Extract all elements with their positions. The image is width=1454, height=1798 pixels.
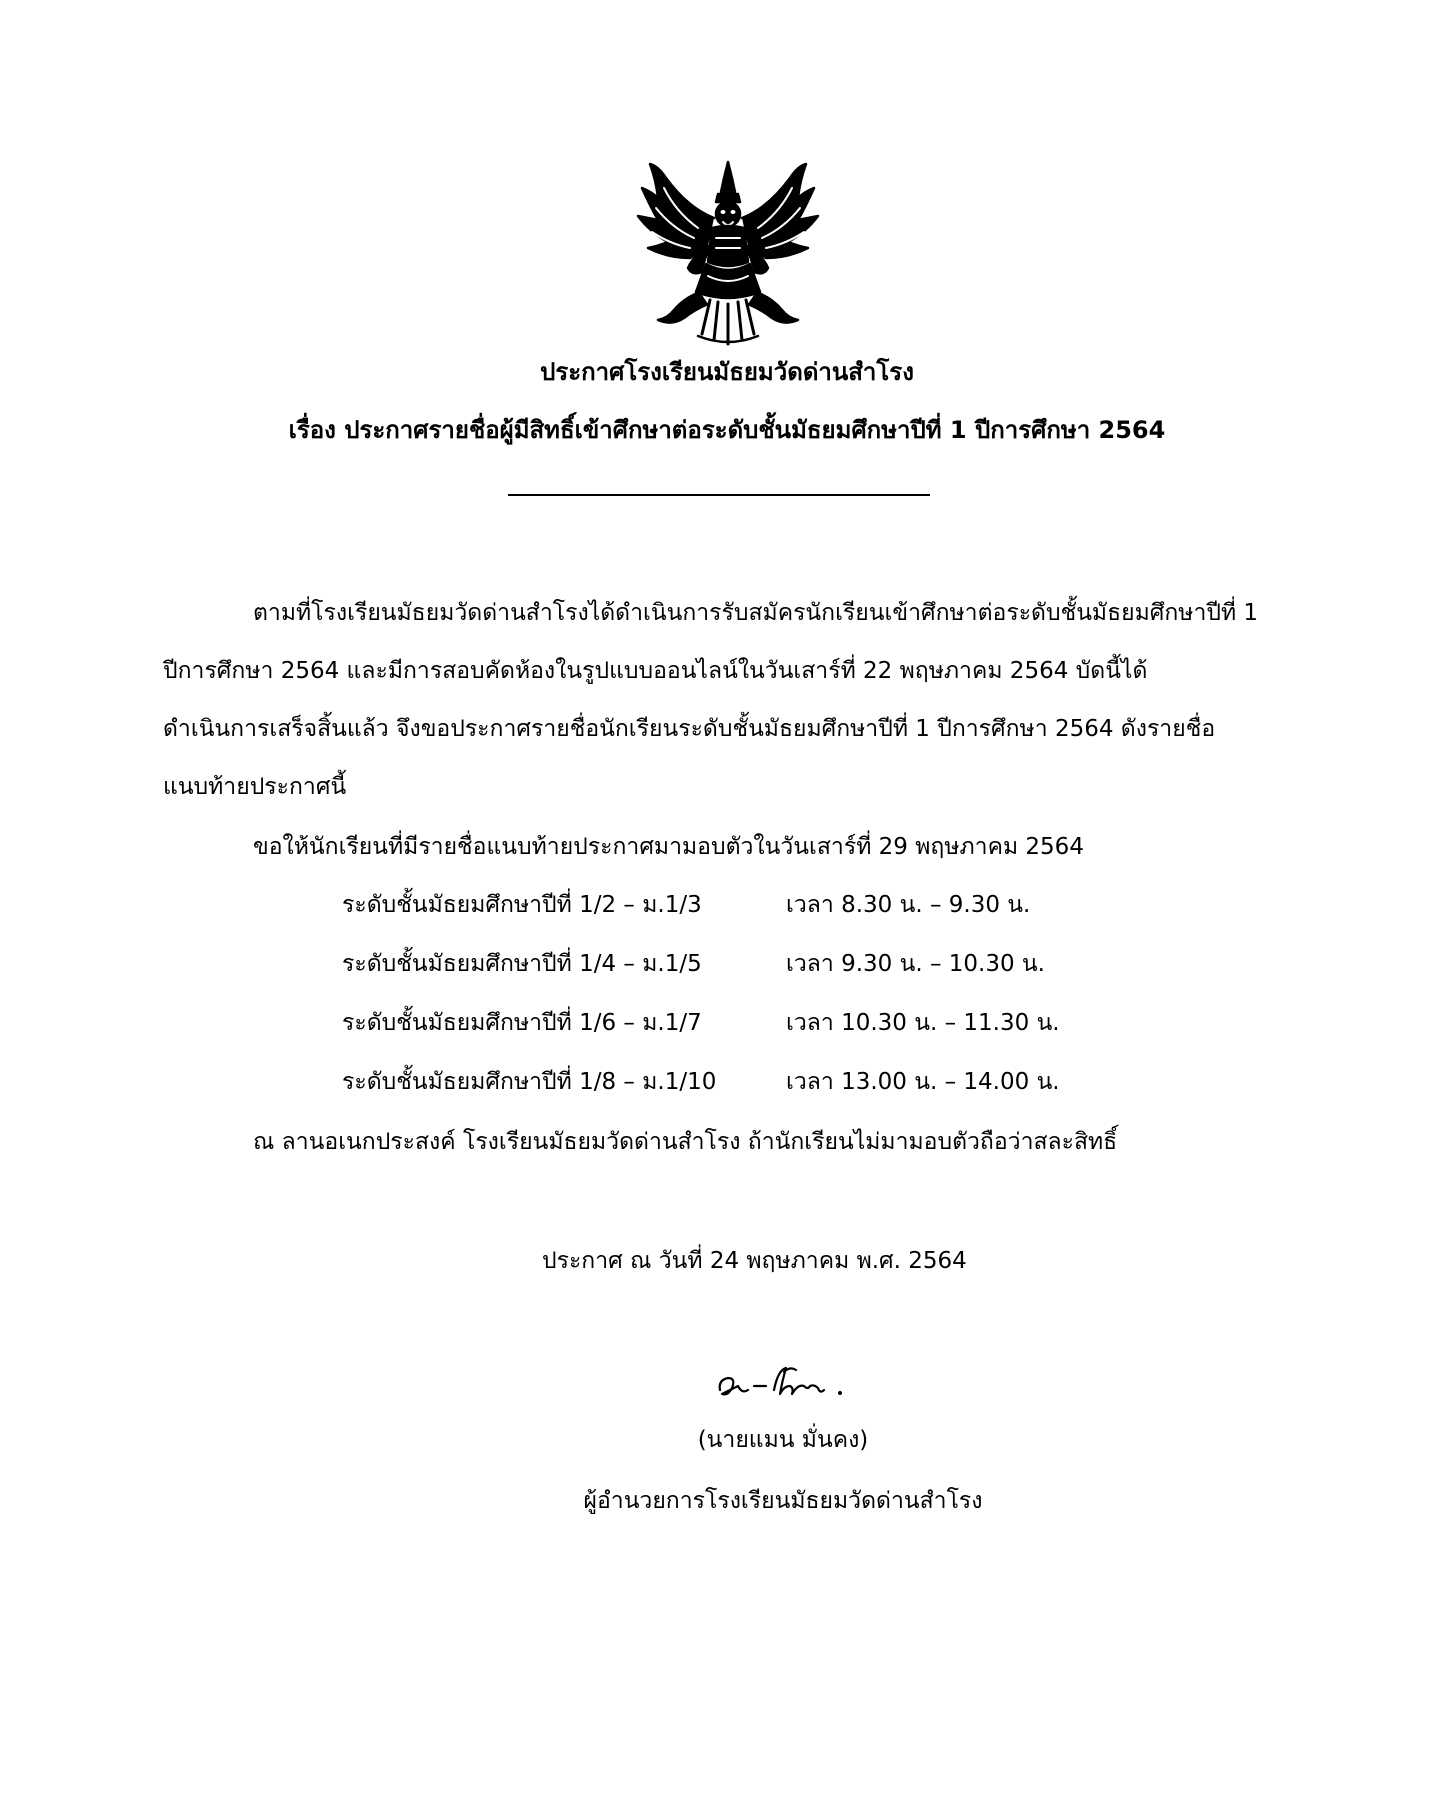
schedule-level: ระดับชั้นมัธยมศึกษาปีที่ 1/4 – ม.1/5 [342,951,702,977]
announcement-subject: เรื่อง ประกาศรายชื่อผู้มีสิทธิ์เข้าศึกษาต่อระดับชั้นมัธยมศึกษาปีที่ 1 ปีการศึกษา 2564 [288,416,1166,444]
schedule-row [342,890,1142,920]
schedule-level: ระดับชั้นมัธยมศึกษาปีที่ 1/2 – ม.1/3 [342,892,702,918]
report-intro: ขอให้นักเรียนที่มีรายชื่อแนบท้ายประกาศมามอบตัวในวันเสาร์ที่ 29 พฤษภาคม 2564 [253,834,1084,860]
schedule-time: เวลา 13.00 น. – 14.00 น. [786,1069,1060,1095]
schedule-level: ระดับชั้นมัธยมศึกษาปีที่ 1/8 – ม.1/10 [342,1069,717,1095]
paragraph-line: แนบท้ายประกาศนี้ [163,774,347,800]
paragraph-line: ตามที่โรงเรียนมัธยมวัดด่านสำโรงได้ดำเนินการรับสมัครนักเรียนเข้าศึกษาต่อระดับชั้นมัธยมศึกษาปีที่ 1 [253,600,1259,626]
schedule-time: เวลา 10.30 น. – 11.30 น. [786,1010,1060,1036]
announcement-date: ประกาศ ณ วันที่ 24 พฤษภาคม พ.ศ. 2564 [542,1248,967,1274]
schedule-row [342,1067,1142,1097]
title-divider [508,494,930,496]
signer-title: ผู้อำนวยการโรงเรียนมัธยมวัดด่านสำโรง [583,1488,983,1514]
signer-name: (นายแมน มั่นคง) [697,1427,869,1453]
paragraph-line: ดำเนินการเสร็จสิ้นแล้ว จึงขอประกาศรายชื่อนักเรียนระดับชั้นมัธยมศึกษาปีที่ 1 ปีการศึกษา 2564 ดังรายชื่อ [163,716,1216,742]
schedule-level: ระดับชั้นมัธยมศึกษาปีที่ 1/6 – ม.1/7 [342,1010,702,1036]
announcement-title: ประกาศโรงเรียนมัธยมวัดด่านสำโรง [540,358,914,386]
paragraph-line: ปีการศึกษา 2564 และมีการสอบคัดห้องในรูปแบบออนไลน์ในวันเสาร์ที่ 22 พฤษภาคม 2564 บัดนี้ได้ [163,658,1148,684]
signature-image [714,1360,864,1410]
schedule-time: เวลา 8.30 น. – 9.30 น. [786,892,1031,918]
location-text: ณ ลานอเนกประสงค์ โรงเรียนมัธยมวัดด่านสำโรง ถ้านักเรียนไม่มามอบตัวถือว่าสละสิทธิ์ [253,1129,1118,1155]
garuda-emblem-icon [628,158,828,348]
schedule-row [342,949,1142,979]
schedule-time: เวลา 9.30 น. – 10.30 น. [786,951,1045,977]
schedule-row [342,1008,1142,1038]
